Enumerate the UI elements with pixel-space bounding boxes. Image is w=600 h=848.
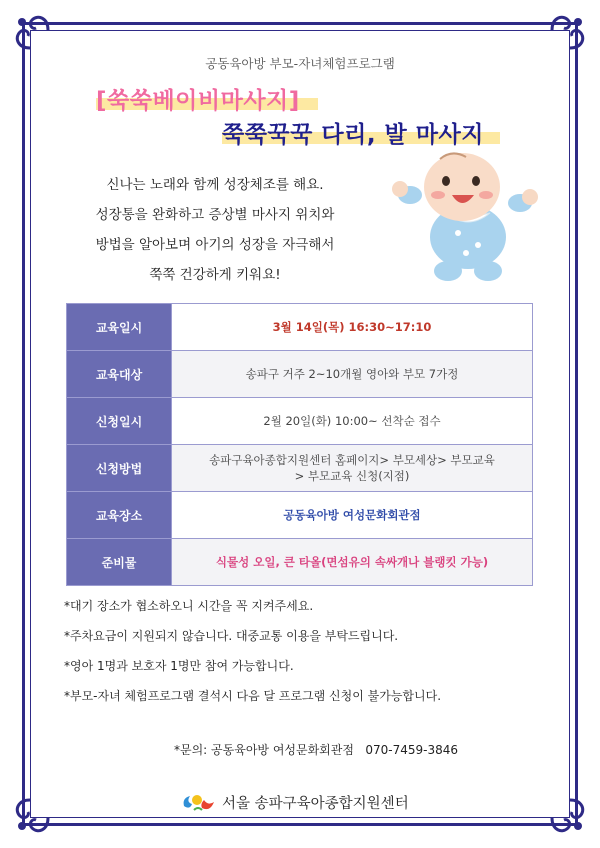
page-title: [쑥쑥베이비마사지] <box>96 88 300 114</box>
intro-line: 쭉쭉 건강하게 키워요! <box>149 267 281 283</box>
note-item: *주차요금이 지원되지 않습니다. 대중교통 이용을 부탁드립니다. <box>64 629 399 643</box>
baby-illustration <box>388 145 540 285</box>
table-row <box>67 492 533 539</box>
label-target: 교육대상 <box>67 351 172 398</box>
apply-method-line: 송파구육아종합지원센터 홈페이지> 부모세상> 부모교육 <box>209 453 495 467</box>
org-name: 서울 송파구육아종합지원센터 <box>222 795 409 812</box>
intro-text <box>60 170 370 290</box>
apply-method-line: > 부모교육 신청(지점) <box>294 469 410 483</box>
label-location: 교육장소 <box>67 492 172 539</box>
corner-ornament-icon <box>550 798 590 838</box>
value-target: 송파구 거주 2~10개월 영아와 부모 7가정 <box>172 351 533 398</box>
table-row <box>67 445 533 492</box>
value-supplies: 식물성 오일, 큰 타올(면섬유의 속싸개나 블랭킷 가능) <box>172 539 533 586</box>
note-item: *영아 1명과 보호자 1명만 참여 가능합니다. <box>64 659 294 673</box>
label-supplies: 준비물 <box>67 539 172 586</box>
center-logo-icon <box>180 790 216 814</box>
program-subtitle: 공동육아방 부모-자녀체험프로그램 <box>205 56 395 71</box>
page-subtitle: 쭉쭉꾹꾹 다리, 발 마사지 <box>222 122 484 148</box>
table-row <box>67 304 533 351</box>
table-row <box>67 398 533 445</box>
table-row <box>67 539 533 586</box>
info-table <box>66 303 533 586</box>
corner-ornament-icon <box>550 10 590 50</box>
corner-ornament-icon <box>10 10 50 50</box>
value-date: 3월 14일(목) 16:30~17:10 <box>172 304 533 351</box>
value-location: 공동육아방 여성문화회관점 <box>172 492 533 539</box>
label-apply-date: 신청일시 <box>67 398 172 445</box>
note-item: *부모-자녀 체험프로그램 결석시 다음 달 프로그램 신청이 불가능합니다. <box>64 689 442 703</box>
intro-line: 성장통을 완화하고 증상별 마사지 위치와 <box>95 207 335 223</box>
value-apply-method <box>172 445 533 492</box>
intro-line: 신나는 노래와 함께 성장체조를 해요. <box>106 177 324 193</box>
corner-ornament-icon <box>10 798 50 838</box>
table-row <box>67 351 533 398</box>
footer <box>180 790 409 814</box>
label-date: 교육일시 <box>67 304 172 351</box>
contact-info: *문의: 공동육아방 여성문화회관점 070-7459-3846 <box>174 743 459 757</box>
label-apply-method: 신청방법 <box>67 445 172 492</box>
intro-line: 방법을 알아보며 아기의 성장을 자극해서 <box>95 237 335 253</box>
note-item: *대기 장소가 협소하오니 시간을 꼭 지켜주세요. <box>64 599 314 613</box>
value-apply-date: 2월 20일(화) 10:00~ 선착순 접수 <box>172 398 533 445</box>
notes-list <box>64 598 441 718</box>
